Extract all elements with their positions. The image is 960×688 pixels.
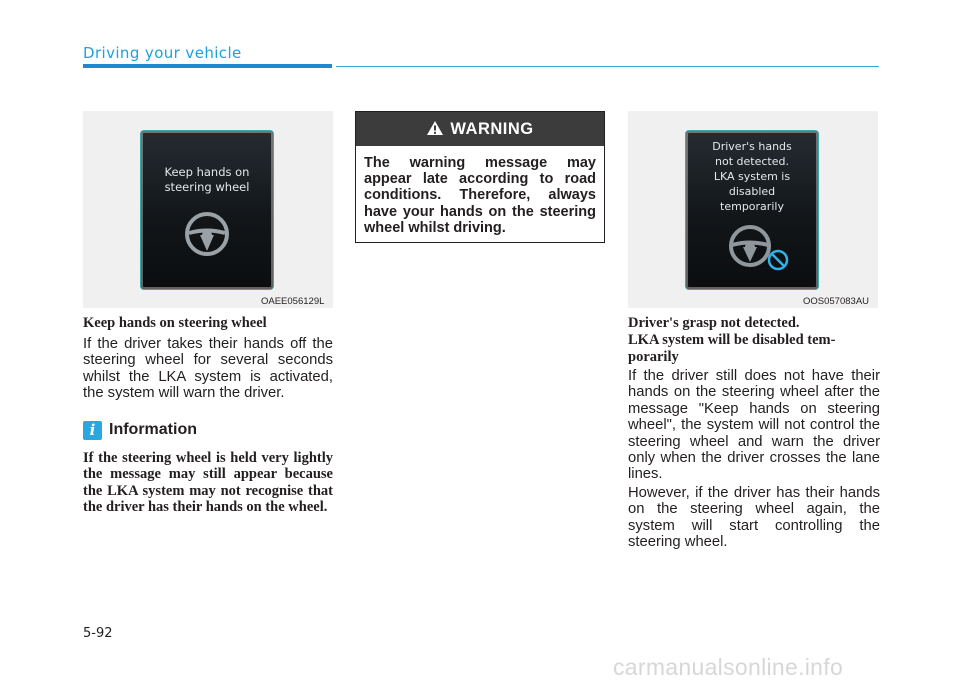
figure-keep-hands xyxy=(83,111,333,308)
section-title: Driving your vehicle xyxy=(83,44,242,62)
watermark: carmanualsonline.info xyxy=(613,654,844,680)
header-rule xyxy=(336,66,879,67)
heading-line-3: porarily xyxy=(628,349,679,365)
information-body: If the steering wheel is held very lightly the message may still appear because the LKA system may not recognise that the driver has their hands on the wheel. xyxy=(83,450,333,515)
information-icon: i xyxy=(83,421,102,440)
paragraph-hands-returned: However, if the driver has their hands on the steering wheel again, the system will start controlling the steering wheel. xyxy=(628,485,880,551)
paragraph-hands-not-detected: If the driver still does not have their hands on the steering wheel after the message "Keep hands on steering wheel", the system will not control the steering wheel and warn the driver only when the driver crosses the lane lines. xyxy=(628,368,880,483)
heading-line-2: LKA system will be disabled tem- xyxy=(628,332,836,348)
heading-hands-not-detected xyxy=(628,315,880,366)
warning-box xyxy=(355,111,605,243)
page-number: 5-92 xyxy=(83,626,113,641)
heading-line-1: Driver's grasp not detected. xyxy=(628,315,800,331)
heading-keep-hands: Keep hands on steering wheel xyxy=(83,315,267,331)
cluster-display-disabled-message: Driver's hands not detected. LKA system is disabled temporarily xyxy=(712,140,792,213)
figure-hands-not-detected xyxy=(628,111,878,308)
figure-code-left: OAEE056129L xyxy=(261,296,325,307)
warning-triangle-icon xyxy=(426,120,444,136)
paragraph-keep-hands: If the driver takes their hands off the steering wheel for several seconds whilst the LKA system is activated, the system will warn the driver. xyxy=(83,336,333,402)
cluster-display xyxy=(140,130,274,290)
cluster-display-message: Keep hands on steering wheel xyxy=(164,165,250,194)
warning-body: The warning message may appear late according to road conditions. Therefore, always have your hands on the steering wheel whilst driving. xyxy=(364,155,596,236)
steering-wheel-prohibited-icon xyxy=(726,222,796,278)
warning-title: WARNING xyxy=(450,120,534,138)
information-title: Information xyxy=(109,421,197,438)
figure-code-right: OOS057083AU xyxy=(803,296,870,307)
steering-wheel-icon xyxy=(184,211,230,257)
warning-header xyxy=(356,112,604,146)
cluster-display-disabled xyxy=(685,130,819,290)
header-rule-accent xyxy=(83,64,332,68)
